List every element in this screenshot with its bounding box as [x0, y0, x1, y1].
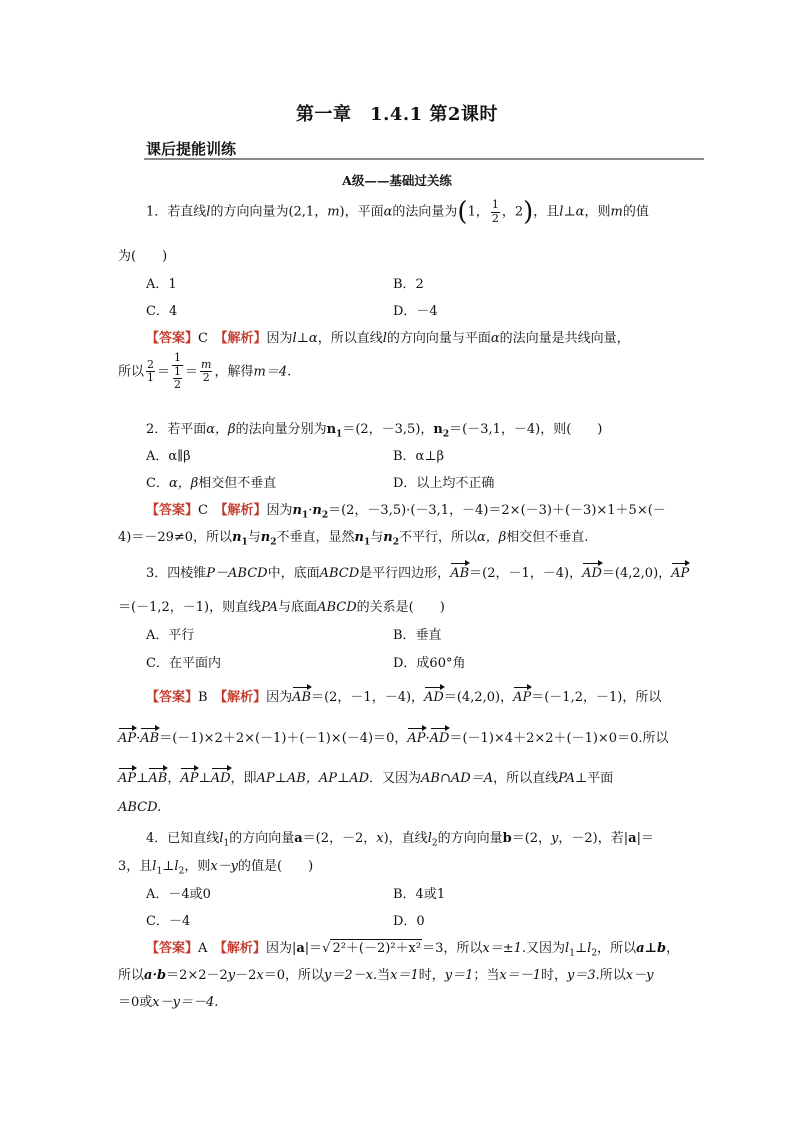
q1-stem-line2: 为( ) — [118, 249, 168, 264]
answer-tag: 【答案】 — [146, 941, 199, 956]
q1-option-a: A．1 — [146, 277, 177, 292]
q3-stem-line1: 3．四棱锥P－ABCD中，底面ABCD是平行四边形，AB＝(2，－1，－4)，AD＝(4,2,0)，AP — [146, 566, 690, 581]
section-heading: 课后提能训练 — [146, 140, 237, 158]
q4-stem-line2: 3，且$l_1\perp l_2$，则x－y的值是( ) — [118, 859, 314, 877]
q1-option-c: C．4 — [146, 304, 178, 319]
q1-stem-line1: 1．若直线l的方向向量为(2,1，m)，平面α的法向量为(1， $\frac{1}{2}$ ，2)，且l⊥α，则m的值 — [146, 197, 649, 228]
q3-explanation-line4: ABCD. — [118, 800, 162, 815]
q1-option-b: B．2 — [393, 277, 424, 292]
explanation-tag: 【解析】 — [220, 503, 267, 518]
explanation-tag: 【解析】 — [220, 941, 266, 956]
answer-tag: 【答案】 — [146, 503, 199, 518]
q2-answer-line: 【答案】C 【解析】因为$n_1\cdot n_2=(2$，－3,5)·(－3,1，－4)＝2×(－3)＋(－3)×1＋5×(－ — [146, 503, 666, 521]
q3-explanation-line3: AP⊥AB，AP⊥AD，即AP⊥AB，AP⊥AD．又因为AB∩AD＝A，所以直线PA⊥平面 — [118, 771, 614, 786]
page-title: 第一章 1.4.1 第2课时 — [296, 104, 498, 125]
answer-tag: 【答案】 — [146, 331, 199, 346]
q3-option-c: C．在平面内 — [146, 656, 221, 671]
q3-stem-line2: ＝(－1,2，－1)，则直线PA与底面ABCD的关系是( ) — [118, 600, 445, 615]
q2-option-a: A．α∥β — [146, 449, 191, 464]
q4-explanation-line3: ＝0或x－y＝－4. — [118, 995, 219, 1010]
level-heading: A级——基础过关练 — [342, 173, 452, 188]
q4-option-a: A．－4或0 — [146, 887, 211, 902]
q3-answer-line: 【答案】B 【解析】因为AB＝(2，－1，－4)，AD＝(4,2,0)，AP＝(－1,2，－1)，所以 — [146, 690, 662, 705]
q3-option-d: D．成60°角 — [393, 656, 466, 671]
q2-option-d: D．以上均不正确 — [393, 476, 495, 491]
q2-option-b: B．α⊥β — [393, 449, 445, 464]
sqrt-expression: √ 2²＋(－2)²＋x² — [322, 941, 422, 956]
q4-answer-line: 【答案】A 【解析】因为|a|＝√ 2²＋(－2)²＋x²＝3，所以x＝±1.又因为$l_1\perp l_2$，所以a⊥b， — [146, 941, 680, 959]
q4-option-d: D．0 — [393, 914, 425, 929]
q2-option-c: C．α，β相交但不垂直 — [146, 476, 277, 491]
q3-explanation-line2: AP·AB＝(－1)×2＋2×(－1)＋(－1)×(－4)＝0，AP·AD＝(－1)×4＋2×2＋(－1)×0＝0.所以 — [118, 731, 669, 746]
q3-option-b: B．垂直 — [393, 628, 442, 643]
q3-option-a: A．平行 — [146, 628, 195, 643]
answer-tag: 【答案】 — [146, 690, 199, 705]
explanation-tag: 【解析】 — [220, 690, 267, 705]
q2-explanation-line2: 4)＝－29≠0，所以$n_1$与$n_2$不垂直，显然$n_1$与$n_2$不平行，所以α，β相交但不垂直. — [118, 530, 589, 548]
q4-explanation-line2: 所以a·b＝2×2－2y－2x＝0，所以y＝2－x.当x＝1时，y＝1；当x＝－1时，y＝3.所以x－y — [118, 968, 654, 983]
q1-option-d: D．－4 — [393, 304, 438, 319]
section-divider — [144, 158, 704, 160]
q1-half-fraction: $\frac{1}{2}$ — [491, 198, 499, 225]
q1-answer-line: 【答案】C 【解析】因为l⊥α，所以直线l的方向向量与平面α的法向量是共线向量， — [146, 331, 630, 346]
q4-option-c: C．－4 — [146, 914, 191, 929]
q4-option-b: B．4或1 — [393, 887, 446, 902]
q4-stem-line1: 4．已知直线$l_1$的方向向量a＝(2，－2，x)，直线$l_2$的方向向量b＝(2，y，－2)，若|a|＝ — [146, 831, 654, 849]
q1-explanation-line2: 所以 $\frac{2}{1}$ ＝ $\frac{1}{\frac{1}{2}}$ ＝ $\frac{m}{2}$ ，解得m＝4. — [118, 351, 292, 392]
q2-stem: 2．若平面α，β的法向量分别为$n_1=(2$，－3,5)，$n_2=(-3,1$，－4)，则( ) — [146, 422, 603, 440]
explanation-tag: 【解析】 — [220, 331, 267, 346]
